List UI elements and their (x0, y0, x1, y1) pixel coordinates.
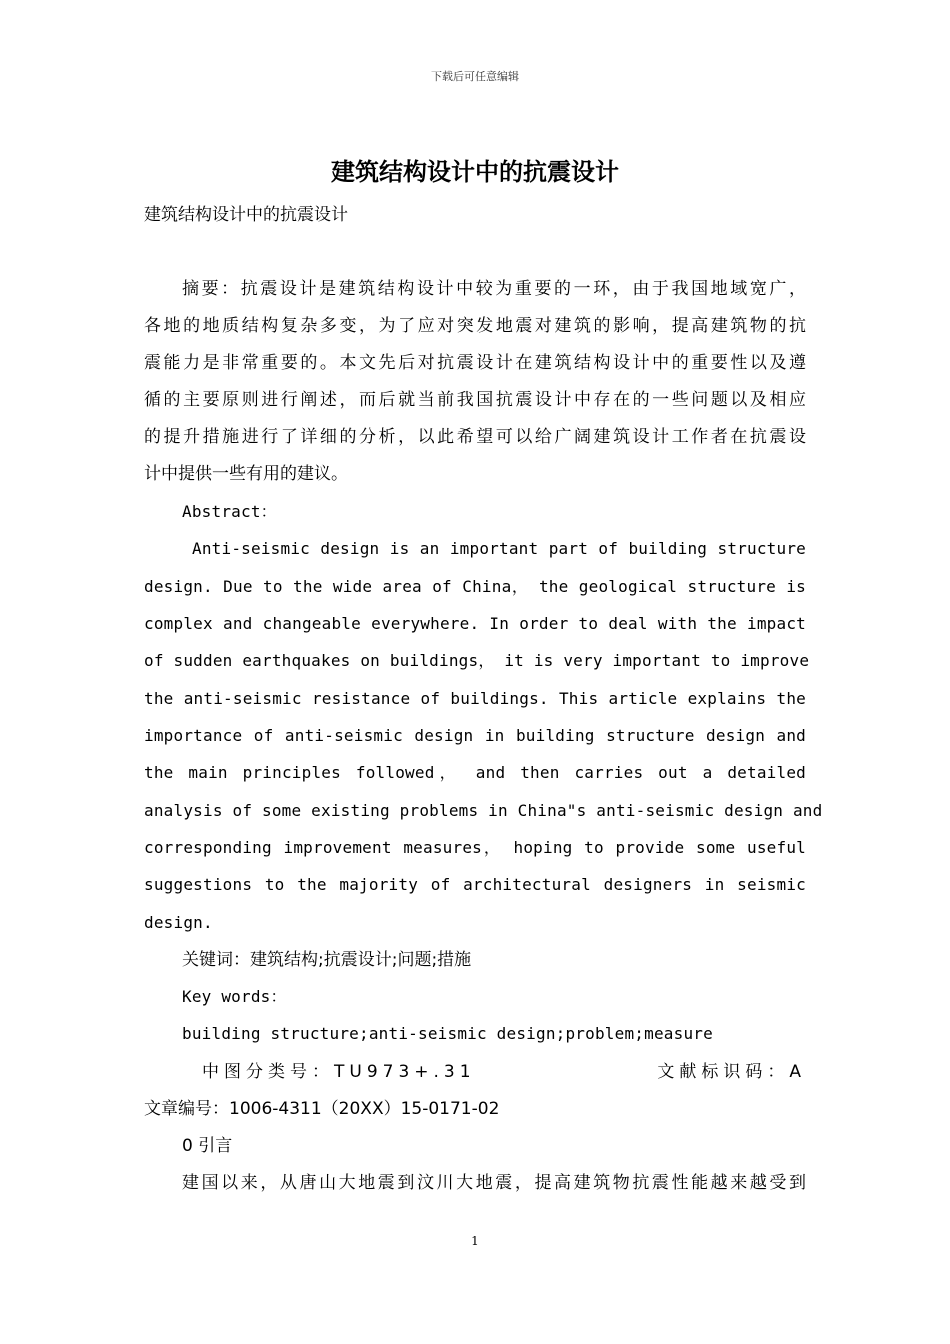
article-number: 文章编号：1006-4311（20XX）15-0171-02 (144, 1099, 500, 1119)
page-number: 1 (471, 1234, 479, 1248)
abstract-en-heading: Abstract： (182, 502, 277, 521)
intro-line: 建国以来，从唐山大地震到汶川大地震，提高建筑物抗震性能越来越受到 (182, 1173, 806, 1193)
abstract-cn-line: 的提升措施进行了详细的分析，以此希望可以给广阔建筑设计工作者在抗震设 (144, 427, 806, 447)
classification-row (144, 1061, 806, 1083)
abstract-en-line: design. (144, 913, 213, 932)
document-code: 文献标识码：A (657, 1062, 806, 1082)
abstract-en-line: analysis of some existing problems in China"s anti-seismic design and (144, 801, 823, 820)
abstract-cn-line: 循的主要原则进行阐述，而后就当前我国抗震设计中存在的一些问题以及相应 (144, 390, 806, 410)
abstract-en-line: importance of anti-seismic design in building structure design and (144, 726, 806, 745)
keywords-en-heading: Key words： (182, 987, 287, 1006)
abstract-en-line: corresponding improvement measures， hoping to provide some useful (144, 838, 806, 857)
abstract-cn-line: 计中提供一些有用的建议。 (144, 464, 348, 484)
classification-number: 中图分类号：TU973+.31 (202, 1062, 476, 1082)
abstract-en-line: suggestions to the majority of architectural designers in seismic (144, 875, 806, 894)
abstract-en-line: Anti-seismic design is an important part of building structure (192, 539, 806, 558)
header-note: 下载后可任意编辑 (431, 70, 519, 83)
abstract-en-line: design. Due to the wide area of China， the geological structure is (144, 577, 806, 596)
keywords-en: building structure;anti-seismic design;problem;measure (182, 1024, 713, 1043)
document-subtitle: 建筑结构设计中的抗震设计 (144, 205, 348, 225)
abstract-en-line: complex and changeable everywhere. In order to deal with the impact (144, 614, 806, 633)
abstract-cn-line: 各地的地质结构复杂多变，为了应对突发地震对建筑的影响，提高建筑物的抗 (144, 316, 806, 336)
section-heading: 0 引言 (182, 1136, 233, 1156)
abstract-en-line: the anti-seismic resistance of buildings. This article explains the (144, 689, 806, 708)
abstract-cn-line: 震能力是非常重要的。本文先后对抗震设计在建筑结构设计中的重要性以及遵 (144, 353, 806, 373)
document-title: 建筑结构设计中的抗震设计 (331, 158, 619, 186)
abstract-cn-line: 摘要：抗震设计是建筑结构设计中较为重要的一环，由于我国地域宽广， (182, 279, 806, 299)
keywords-cn: 关键词：建筑结构;抗震设计;问题;措施 (182, 950, 472, 970)
abstract-en-line: of sudden earthquakes on buildings， it is very important to improve (144, 651, 810, 670)
abstract-en-line: the main principles followed， and then carries out a detailed (144, 763, 806, 782)
